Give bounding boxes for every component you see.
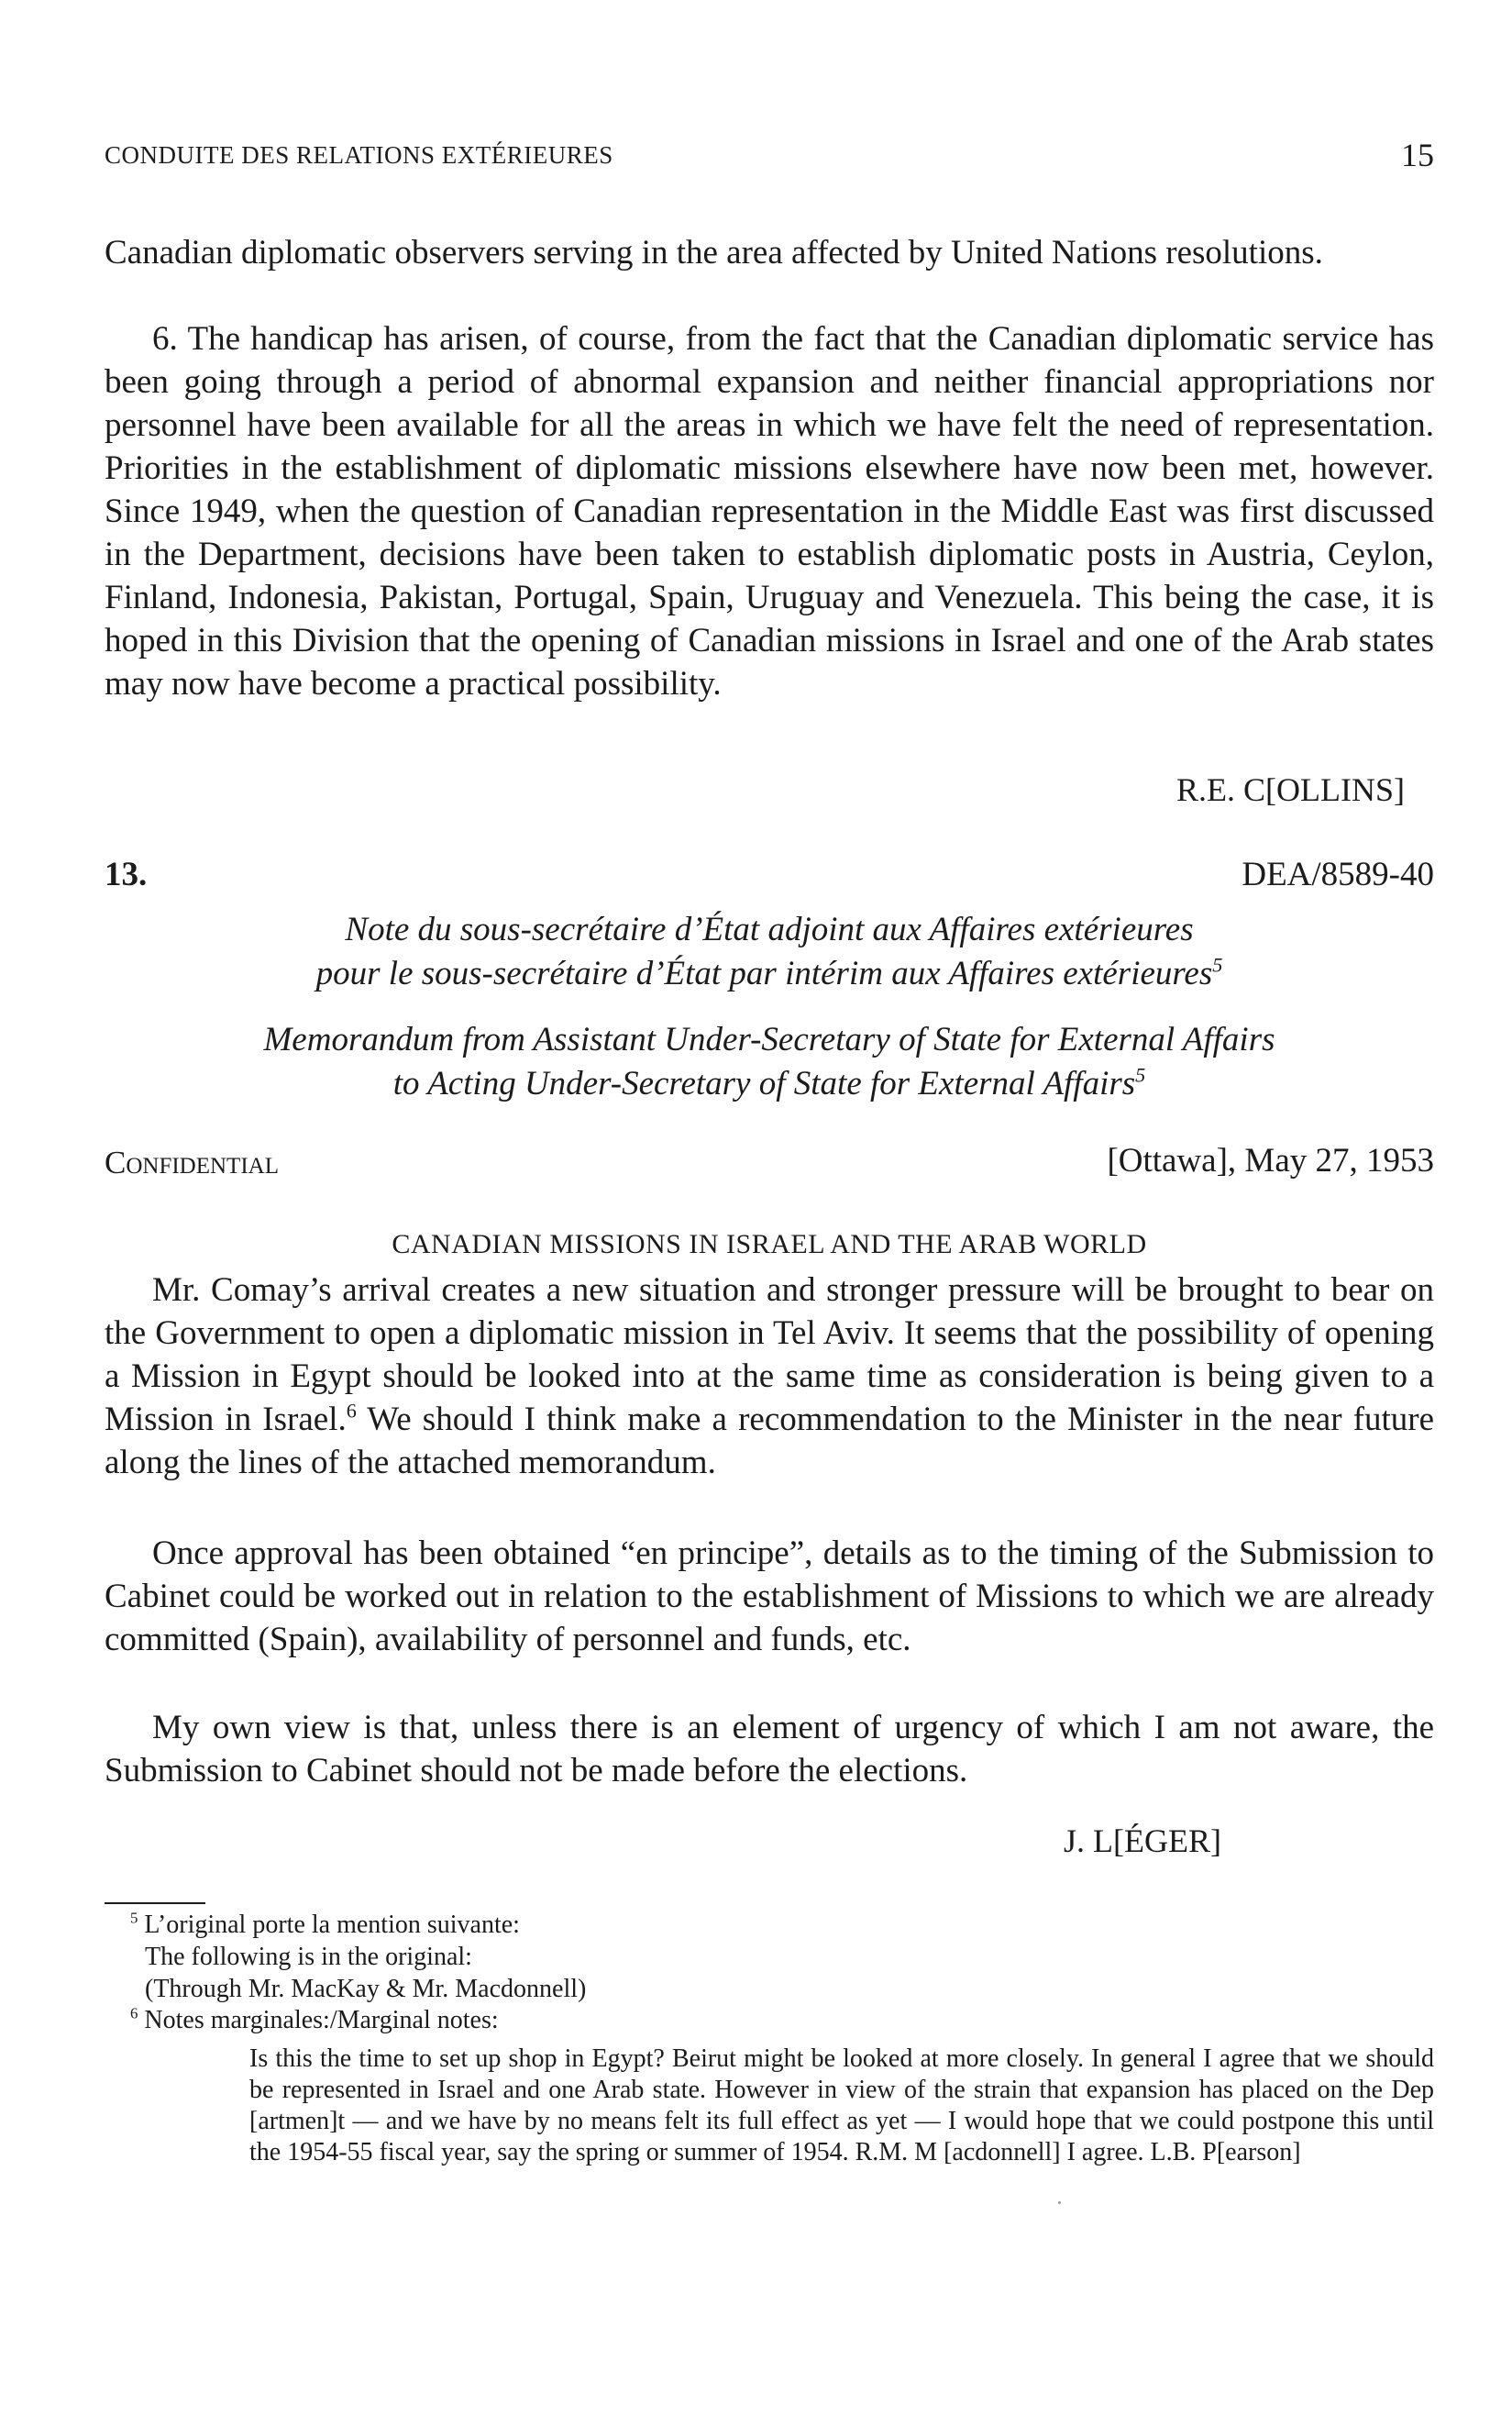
title-english-line-1: Memorandum from Assistant Under-Secretary of State for External Affairs [263, 1021, 1275, 1058]
title-english [105, 1018, 1434, 1106]
footnote-5-text: L’original porte la mention suivante: [138, 1911, 520, 1939]
memo-paragraph-1-continued: We should I think make a recommendation to the Minister in the near future along the lines of the attached memorandum. [105, 1401, 1435, 1481]
document-reference: DEA/8589-40 [1242, 856, 1434, 893]
paragraph-6: 6. The handicap has arisen, of course, from the fact that the Canadian diplomatic service has been going through a period of abnormal expansion and neither financial appropriations nor personnel have been available for all the areas in which we have felt the need of representation. Priorities in the establishment of diplomatic missions elsewhere have now been met, however. Since 1949, when the question of Canadian representation in the Middle East was first discussed in the Department, decisions have been taken to establish diplomatic posts in Austria, Ceylon, Finland, Indonesia, Pakistan, Portugal, Spain, Uruguay and Venezuela. This being the case, it is hoped in this Division that the opening of Canadian missions in Israel and one of the Arab states may now have become a practical possibility. [105, 320, 1434, 703]
memo-paragraph-1 [105, 1268, 1434, 1484]
classification: Confidential [105, 1145, 279, 1180]
page-number: 15 [1401, 137, 1434, 173]
footnote-5 [130, 1910, 520, 1940]
footnote-5-english: The following is in the original: [145, 1943, 472, 1971]
title-french [105, 908, 1434, 996]
title-french-line-1: Note du sous-secrétaire d’État adjoint aux Affaires extérieures [345, 911, 1194, 948]
memo-paragraph-2: Once approval has been obtained “en principe”, details as to the timing of the Submission to Cabinet could be worked out in relation to the establishment of Missions to which we are already committed (Spain), availability of personnel and funds, etc. [105, 1534, 1434, 1658]
document-number: 13. [105, 856, 148, 893]
title-english-line-2-text: to Acting Under-Secretary of State for External Affairs [392, 1065, 1136, 1102]
footnote-ref-5: 5 [1135, 1063, 1146, 1087]
title-french-line-2 [105, 952, 1434, 996]
title-english-line-2 [105, 1062, 1434, 1106]
signature-leger: J. L[ÉGER] [1064, 1822, 1221, 1859]
memo-paragraph-3: My own view is that, unless there is an element of urgency of which I am not aware, the Submission to Cabinet should not be made before the elections. [105, 1709, 1434, 1789]
continued-paragraph: Canadian diplomatic observers serving in the area affected by United Nations resolutions. [105, 234, 1323, 271]
footnote-6-marginal-note: Is this the time to set up shop in Egypt? Beirut might be looked at more closely. In general I agree that we should be represented in Israel and one Arab state. However in view of the strain that expansion has placed on the Dep [artmen]t — and we have by no means felt its full effect as yet — I would hope that we could postpone this until the 1954-55 fiscal year, say the spring or summer of 1954. R.M. M [acdonnell] I agree. L.B. P[earson] [249, 2044, 1434, 2166]
footnote-ref-5: 5 [1212, 953, 1223, 977]
memo-paragraph-1-text: Mr. Comay’s arrival creates a new situation and stronger pressure will be brought to bear on the Government to open a diplomatic mission in Tel Aviv. It seems that the possibility of opening a Mission in Egypt should be looked into at the same time as consideration is being given to a Mission in Israel. [105, 1271, 1434, 1438]
signature-collins: R.E. C[OLLINS] [1176, 771, 1405, 808]
title-french-line-2-text: pour le sous-secrétaire d’État par intérim aux Affaires extérieures [315, 955, 1213, 992]
footnote-6 [130, 2005, 499, 2035]
dateline: [Ottawa], May 27, 1953 [1107, 1142, 1434, 1180]
document-page [105, 0, 1434, 2426]
subject-heading: CANADIAN MISSIONS IN ISRAEL AND THE ARAB WORLD [392, 1229, 1147, 1259]
footnote-ref-6: 6 [346, 1399, 357, 1423]
stray-ink-mark [1058, 2201, 1061, 2204]
footnote-rule [105, 1902, 205, 1904]
footnote-6-marker: 6 [130, 2004, 138, 2022]
footnote-6-text: Notes marginales:/Marginal notes: [138, 2006, 499, 2034]
footnote-5-routing: (Through Mr. MacKay & Mr. Macdonnell) [145, 1975, 587, 2003]
footnote-5-marker: 5 [130, 1909, 138, 1927]
running-title: CONDUITE DES RELATIONS EXTÉRIEURES [105, 141, 613, 169]
running-header [105, 136, 1434, 172]
